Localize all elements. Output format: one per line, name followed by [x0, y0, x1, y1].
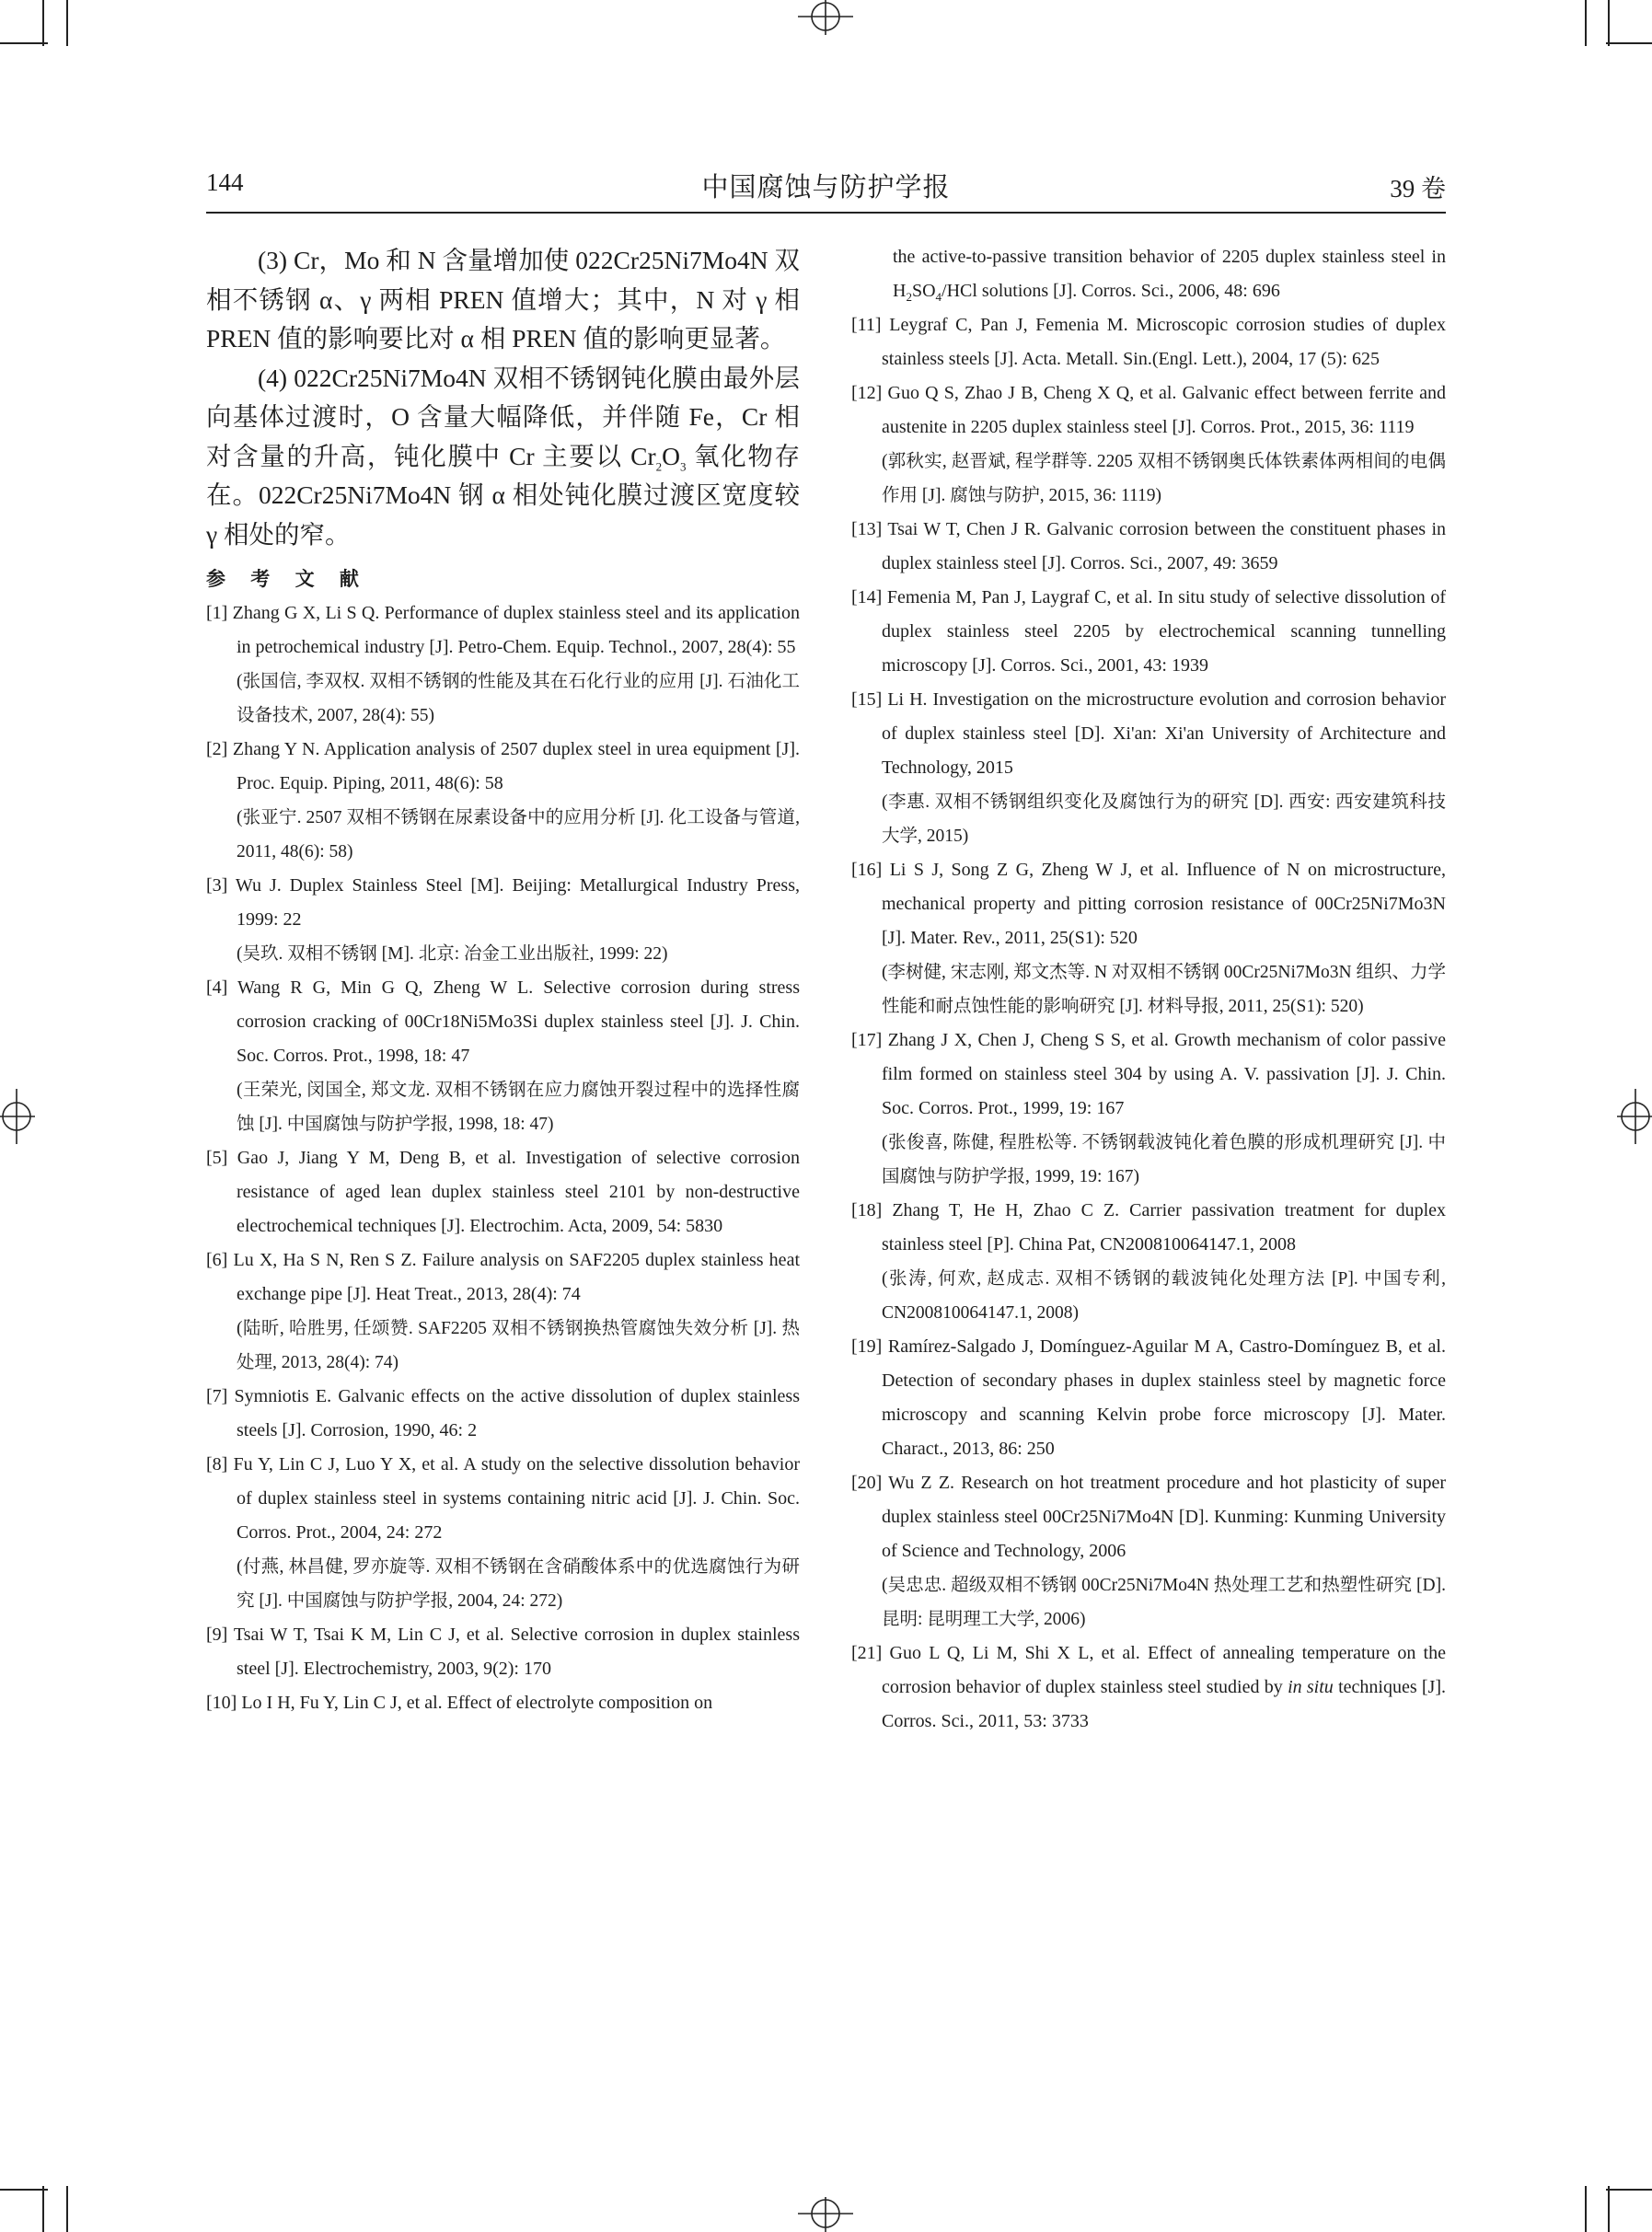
reference-13: [13] Tsai W T, Chen J R. Galvanic corrosion between the constituent phases in duplex stainless steel [J]. Corros. Sci., 2007, 49: 3659	[851, 519, 1446, 573]
reference-17-cn: (张俊喜, 陈健, 程胜松等. 不锈钢载波钝化着色膜的形成机理研究 [J]. 中国腐蚀与防护学报, 1999, 19: 167)	[882, 1133, 1446, 1186]
crop-mark	[42, 2186, 44, 2232]
reference-20: [20] Wu Z Z. Research on hot treatment procedure and hot plasticity of super duplex stainless steel 00Cr25Ni7Mo4N [D]. Kunming: Kunming University of Science and Technology, 2006	[851, 1473, 1446, 1561]
header-rule	[206, 212, 1446, 214]
reference-15-cn: (李惠. 双相不锈钢组织变化及腐蚀行为的研究 [D]. 西安: 西安建筑科技大学, 2015)	[882, 792, 1446, 846]
reference-3: [3] Wu J. Duplex Stainless Steel [M]. Beijing: Metallurgical Industry Press, 1999: 22	[206, 875, 800, 930]
crop-mark	[1606, 42, 1652, 44]
reference-3-cn: (吴玖. 双相不锈钢 [M]. 北京: 冶金工业出版社, 1999: 22)	[237, 944, 668, 964]
reference-18: [18] Zhang T, He H, Zhao C Z. Carrier passivation treatment for duplex stainless steel [P]. China Pat, CN200810064147.1, 2008	[851, 1200, 1446, 1255]
reference-21: [21] Guo L Q, Li M, Shi X L, et al. Effect of annealing temperature on the corrosion behavior of duplex stainless steel studied by in situ techniques [J]. Corros. Sci., 2011, 53: 3733	[851, 1643, 1446, 1731]
reference-list-right	[851, 308, 1446, 1739]
reference-20-cn: (吴忠忠. 超级双相不锈钢 00Cr25Ni7Mo4N 热处理工艺和热塑性研究 [D]. 昆明: 昆明理工大学, 2006)	[882, 1576, 1446, 1629]
reference-9: [9] Tsai W T, Tsai K M, Lin C J, et al. Selective corrosion in duplex stainless steel [J]. Electrochemistry, 2003, 9(2): 170	[206, 1625, 800, 1679]
reference-list-left	[206, 596, 800, 1720]
registration-mark-bottom	[789, 2195, 862, 2232]
reference-16-cn: (李树健, 宋志刚, 郑文杰等. N 对双相不锈钢 00Cr25Ni7Mo3N 组织、力学性能和耐点蚀性能的影响研究 [J]. 材料导报, 2011, 25(S1): 520)	[882, 963, 1446, 1016]
registration-mark-right	[1615, 1080, 1652, 1153]
reference-6: [6] Lu X, Ha S N, Ren S Z. Failure analysis on SAF2205 duplex stainless heat exchange pipe [J]. Heat Treat., 2013, 28(4): 74	[206, 1250, 800, 1304]
reference-18-cn: (张涛, 何欢, 赵成志. 双相不锈钢的载波钝化处理方法 [P]. 中国专利, CN200810064147.1, 2008)	[882, 1269, 1446, 1323]
crop-mark	[42, 0, 44, 46]
crop-mark	[1606, 2189, 1652, 2191]
reference-11: [11] Leygraf C, Pan J, Femenia M. Microscopic corrosion studies of duplex stainless steels [J]. Acta. Metall. Sin.(Engl. Lett.), 2004, 17 (5): 625	[851, 315, 1446, 369]
reference-14: [14] Femenia M, Pan J, Laygraf C, et al. In situ study of selective dissolution of duplex stainless steel 2205 by electrochemical scanning tunnelling microscopy [J]. Corros. Sci., 2001, 43: 1939	[851, 587, 1446, 676]
journal-title: 中国腐蚀与防护学报	[701, 173, 951, 202]
reference-17: [17] Zhang J X, Chen J, Cheng S S, et al. Growth mechanism of color passive film formed on stainless steel 304 by using A. V. passivation [J]. J. Chin. Soc. Corros. Prot., 1999, 19: 167	[851, 1030, 1446, 1118]
reference-5: [5] Gao J, Jiang Y M, Deng B, et al. Investigation of selective corrosion resistance of aged lean duplex stainless steel 2101 by non-destructive electrochemical techniques [J]. Electrochim. Acta, 2009, 54: 5830	[206, 1148, 800, 1236]
crop-mark	[66, 0, 68, 46]
reference-2-cn: (张亚宁. 2507 双相不锈钢在尿素设备中的应用分析 [J]. 化工设备与管道, 2011, 48(6): 58)	[237, 808, 800, 862]
reference-1: [1] Zhang G X, Li S Q. Performance of duplex stainless steel and its application in petrochemical industry [J]. Petro-Chem. Equip. Technol., 2007, 28(4): 55	[206, 603, 800, 657]
reference-10: [10] Lo I H, Fu Y, Lin C J, et al. Effect of electrolyte composition on	[206, 1693, 713, 1713]
page-number: 144	[206, 168, 244, 196]
reference-15: [15] Li H. Investigation on the microstructure evolution and corrosion behavior of duplex stainless steel [D]. Xi'an: Xi'an University of Architecture and Technology, 2015	[851, 689, 1446, 778]
reference-19: [19] Ramírez-Salgado J, Domínguez-Aguilar M A, Castro-Domínguez B, et al. Detection of secondary phases in duplex stainless steel by magnetic force microscopy and scanning Kelvin probe force microscopy [J]. Mater. Charact., 2013, 86: 250	[851, 1336, 1446, 1459]
reference-2: [2] Zhang Y N. Application analysis of 2507 duplex steel in urea equipment [J]. Proc. Equip. Piping, 2011, 48(6): 58	[206, 739, 800, 793]
right-column	[851, 240, 1446, 1739]
reference-8-cn: (付燕, 林昌健, 罗亦旋等. 双相不锈钢在含硝酸体系中的优选腐蚀行为研究 [J]. 中国腐蚀与防护学报, 2004, 24: 272)	[237, 1557, 800, 1611]
registration-mark-top	[789, 0, 862, 37]
left-column	[206, 241, 800, 1720]
reference-4-cn: (王荣光, 闵国全, 郑文龙. 双相不锈钢在应力腐蚀开裂过程中的选择性腐蚀 [J]. 中国腐蚀与防护学报, 1998, 18: 47)	[237, 1081, 800, 1134]
reference-16: [16] Li S J, Song Z G, Zheng W J, et al. Influence of N on microstructure, mechanical property and pitting corrosion resistance of 00Cr25Ni7Mo3N [J]. Mater. Rev., 2011, 25(S1): 520	[851, 860, 1446, 948]
reference-8: [8] Fu Y, Lin C J, Luo Y X, et al. A study on the selective dissolution behavior of duplex stainless steel in systems containing nitric acid [J]. J. Chin. Soc. Corros. Prot., 2004, 24: 272	[206, 1454, 800, 1543]
crop-mark	[1608, 2186, 1610, 2232]
reference-10-continued: the active-to-passive transition behavior of 2205 duplex stainless steel in $H_2SO_4$/HCl solutions [J]. Corros. Sci., 2006, 48: 696	[893, 247, 1446, 304]
references-heading: 参 考 文 献	[206, 568, 368, 590]
reference-7: [7] Symniotis E. Galvanic effects on the active dissolution of duplex stainless steels [J]. Corrosion, 1990, 46: 2	[206, 1386, 800, 1440]
reference-1-cn: (张国信, 李双权. 双相不锈钢的性能及其在石化行业的应用 [J]. 石油化工设备技术, 2007, 28(4): 55)	[237, 672, 800, 725]
crop-mark	[0, 42, 48, 44]
crop-mark	[0, 2189, 48, 2191]
volume-label: 39 卷	[1390, 175, 1446, 202]
crop-mark	[1585, 0, 1587, 46]
crop-mark	[1585, 2186, 1587, 2232]
reference-4: [4] Wang R G, Min G Q, Zheng W L. Selective corrosion during stress corrosion cracking of 00Cr18Ni5Mo3Si duplex stainless steel [J]. J. Chin. Soc. Corros. Prot., 1998, 18: 47	[206, 977, 800, 1066]
crop-mark	[66, 2186, 68, 2232]
reference-6-cn: (陆昕, 哈胜男, 任颂赞. SAF2205 双相不锈钢换热管腐蚀失效分析 [J]. 热处理, 2013, 28(4): 74)	[237, 1319, 800, 1372]
conclusion-3: (3) Cr，Mo 和 N 含量增加使 022Cr25Ni7Mo4N 双相不锈钢 α、γ 两相 PREN 值增大；其中，N 对 γ 相 PREN 值的影响要比对 α 相 PREN 值的影响更显著。	[206, 246, 800, 353]
conclusion-4: (4) 022Cr25Ni7Mo4N 双相不锈钢钝化膜由最外层向基体过渡时，O 含量大幅降低，并伴随 Fe，Cr 相对含量的升高，钝化膜中 Cr 主要以 $Cr_2O_3$ 氧化物存在。022Cr25Ni7Mo4N 钢 α 相处钝化膜过渡区宽度较 γ 相处的窄。	[206, 363, 801, 549]
registration-mark-left	[0, 1080, 37, 1153]
crop-mark	[1608, 0, 1610, 46]
reference-12-cn: (郭秋实, 赵晋斌, 程学群等. 2205 双相不锈钢奥氏体铁素体两相间的电偶作用 [J]. 腐蚀与防护, 2015, 36: 1119)	[882, 452, 1446, 505]
reference-12: [12] Guo Q S, Zhao J B, Cheng X Q, et al. Galvanic effect between ferrite and austenite in 2205 duplex stainless steel [J]. Corros. Prot., 2015, 36: 1119	[851, 383, 1446, 437]
